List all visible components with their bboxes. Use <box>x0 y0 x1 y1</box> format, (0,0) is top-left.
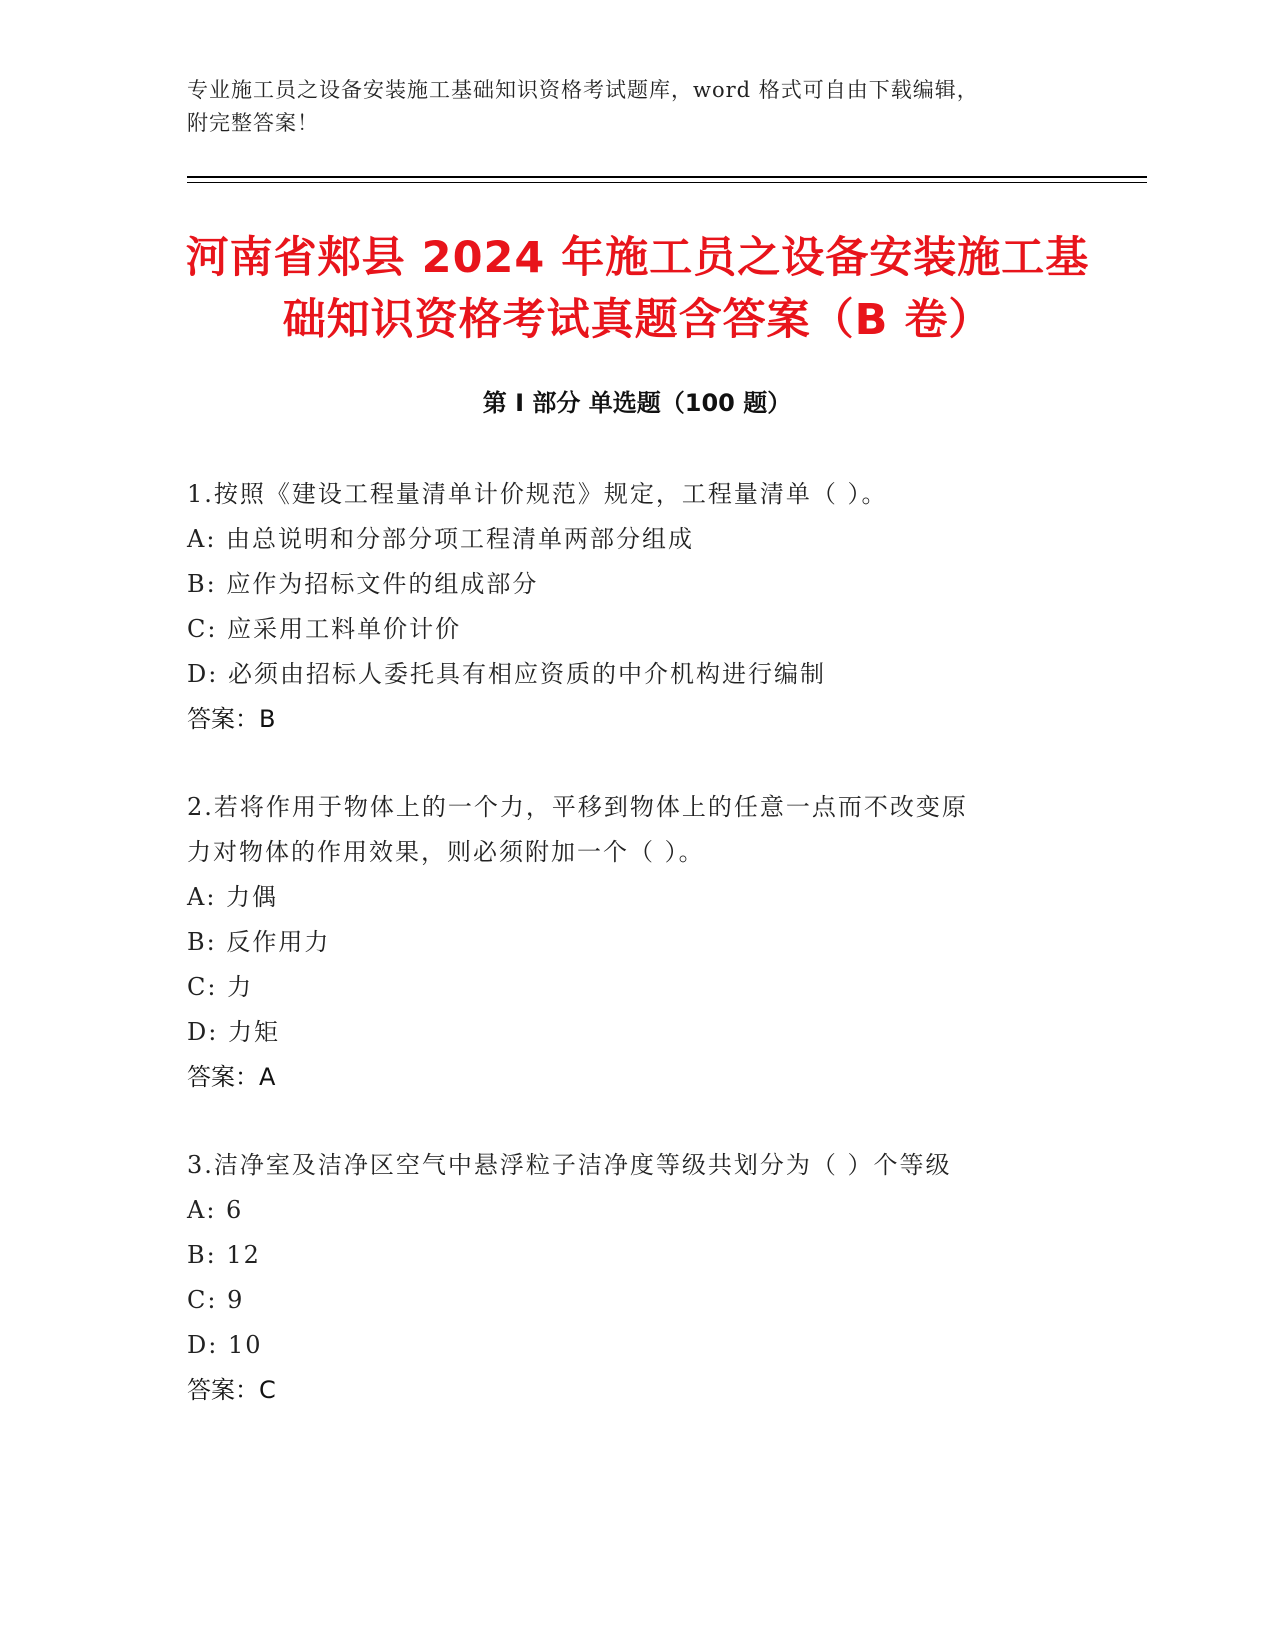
option-b: B: 12 <box>187 1241 261 1269</box>
question-stem: 1.按照《建设工程量清单计价规范》规定，工程量清单（ ）。 <box>187 480 888 508</box>
document-title <box>150 227 1125 351</box>
option-c: C: 9 <box>187 1286 245 1314</box>
option-c: C: 应采用工料单价计价 <box>187 615 462 643</box>
option-d: D: 力矩 <box>187 1018 280 1046</box>
option-a: A: 由总说明和分部分项工程清单两部分组成 <box>187 525 695 553</box>
section-title: 第 I 部分 单选题（100 题） <box>482 389 792 417</box>
header-divider-thin <box>187 182 1147 183</box>
document-title-line-2: 础知识资格考试真题含答案（B 卷） <box>282 295 993 345</box>
option-d: D: 必须由招标人委托具有相应资质的中介机构进行编制 <box>187 660 826 688</box>
question-list <box>187 472 1087 1456</box>
option-a: A: 6 <box>187 1196 244 1224</box>
option-a: A: 力偶 <box>187 883 279 911</box>
answer: 答案：A <box>187 1063 276 1091</box>
header-note-line-1: 专业施工员之设备安装施工基础知识资格考试题库，word 格式可自由下载编辑， <box>187 78 979 102</box>
document-title-line-1: 河南省郏县 2024 年施工员之设备安装施工基 <box>185 233 1090 283</box>
question-3 <box>187 1143 1087 1413</box>
option-d: D: 10 <box>187 1331 263 1359</box>
option-b: B: 反作用力 <box>187 928 331 956</box>
question-stem: 2.若将作用于物体上的一个力，平移到物体上的任意一点而不改变原 <box>187 793 968 821</box>
question-2 <box>187 785 1087 1100</box>
answer: 答案：B <box>187 705 276 733</box>
answer: 答案：C <box>187 1376 276 1404</box>
question-stem: 3.洁净室及洁净区空气中悬浮粒子洁净度等级共划分为（ ）个等级 <box>187 1151 952 1179</box>
question-stem-continued: 力对物体的作用效果，则必须附加一个（ ）。 <box>187 838 705 866</box>
option-c: C: 力 <box>187 973 254 1001</box>
question-1 <box>187 472 1087 742</box>
header-divider-thick <box>187 176 1147 178</box>
header-note <box>187 74 1067 140</box>
option-b: B: 应作为招标文件的组成部分 <box>187 570 539 598</box>
header-note-line-2: 附完整答案！ <box>187 111 319 135</box>
